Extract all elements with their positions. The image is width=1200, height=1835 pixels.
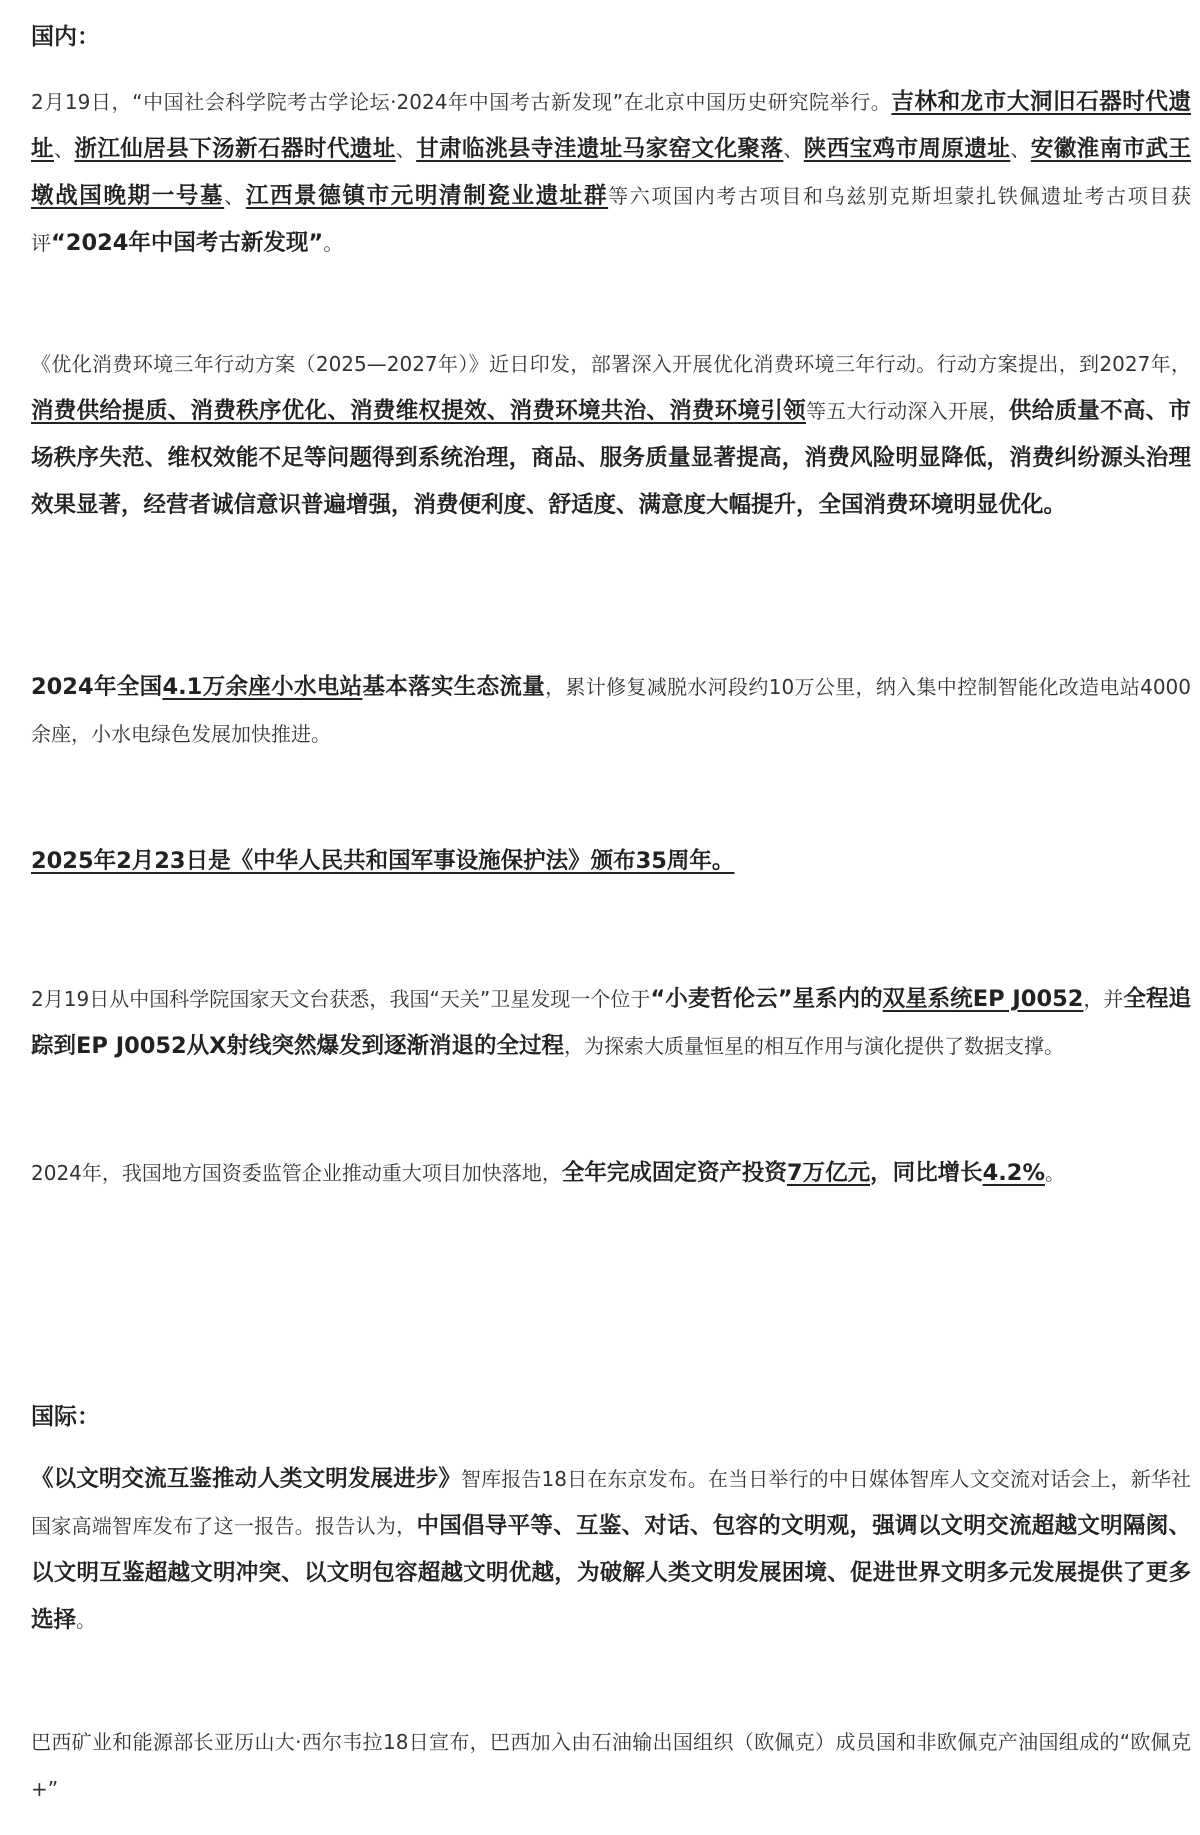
site-zhouyuan: 陕西宝鸡市周原遗址 <box>803 136 1011 162</box>
text: 巴西矿业和能源部长亚历山大·西尔韦拉18日宣布，巴西加入由石油输出国组织（欧佩克）成员国和非欧佩克产油国组成的“欧佩克+” <box>31 1730 1191 1801</box>
text: 。 <box>323 231 344 255</box>
investment-amount: 7万亿元 <box>786 1160 871 1186</box>
domestic-heading: 国内： <box>31 24 100 50</box>
site-xiatang: 浙江仙居县下汤新石器时代遗址 <box>74 136 396 162</box>
domestic-paragraph-hydropower <box>31 664 1191 758</box>
report-title: 《以文明交流互鉴推动人类文明发展进步》 <box>31 1466 461 1492</box>
award-name: “2024年中国考古新发现” <box>51 230 324 256</box>
separator: 、 <box>395 137 417 161</box>
hydropower-count: 4.1万余座小水电站 <box>162 674 363 700</box>
text: 2月19日，“中国社会科学院考古学论坛·2024年中国考古新发现”在北京中国历史研究院举行。 <box>31 90 892 114</box>
separator: 、 <box>1010 137 1031 161</box>
report-conclusion: 中国倡导平等、互鉴、对话、包容的文明观，强调以文明交流超越文明隔阂、以文明互鉴超越文明冲突、以文明包容超越文明优越，为破解人类文明发展困境、促进世界文明多元发展提供了更多选择 <box>31 1513 1191 1633</box>
text: ，并 <box>1083 987 1124 1011</box>
site-wuwangdun: 安徽淮南市武王墩战国晚期一号墓 <box>31 136 1191 209</box>
domestic-paragraph-satellite <box>31 976 1191 1070</box>
international-heading: 国际： <box>31 1404 100 1430</box>
anniversary-text: 2025年2月23日是《中华人民共和国军事设施保护法》颁布35周年。 <box>31 848 735 874</box>
domestic-paragraph-archaeology <box>31 79 1191 267</box>
text: 全年完成固定资产投资 <box>561 1160 787 1186</box>
text: 。 <box>76 1608 97 1632</box>
domestic-paragraph-consumption <box>31 341 1191 529</box>
text: 《优化消费环境三年行动方案（2025—2027年）》近日印发，部署深入开展优化消费环境三年行动。行动方案提出，到2027年， <box>31 352 1191 376</box>
separator: 、 <box>783 137 804 161</box>
binary-system: 双星系统EP J0052 <box>882 986 1084 1012</box>
text: 等六项国内考古项目和乌兹别克斯坦蒙扎铁佩遗址考古项目获评 <box>31 184 1191 255</box>
text: ，为探索大质量恒星的相互作用与演化提供了数据支撑。 <box>564 1034 1065 1058</box>
site-jingdezhen: 江西景德镇市元明清制瓷业遗址群 <box>245 183 609 209</box>
separator: 、 <box>224 184 246 208</box>
international-paragraph-civilization <box>31 1456 1191 1644</box>
goals-summary: 供给质量不高、市场秩序失范、维权效能不足等问题得到系统治理，商品、服务质量显著提高，消费风险明显降低，消费纠纷源头治理效果显著，经营者诚信意识普遍增强，消费便利度、舒适度、满意度大幅提升，全国消费环境明显优化。 <box>31 398 1191 518</box>
text: 智库报告18日在东京发布。在当日举行的中日媒体智库人文交流对话会上，新华社国家高端智库发布了这一报告。报告认为， <box>31 1467 1191 1538</box>
text: ，同比增长 <box>870 1160 983 1186</box>
domestic-paragraph-military-law <box>31 838 1191 885</box>
international-paragraph-opec <box>31 1719 1191 1813</box>
text: “小麦哲伦云”星系内的 <box>650 986 883 1012</box>
text: 。 <box>1045 1161 1065 1185</box>
growth-rate: 4.2% <box>982 1160 1045 1186</box>
five-actions: 消费供给提质、消费秩序优化、消费维权提效、消费环境共治、消费环境引领 <box>31 398 806 424</box>
text: 基本落实生态流量 <box>362 674 546 700</box>
text: 2月19日从中国科学院国家天文台获悉，我国“天关”卫星发现一个位于 <box>31 987 651 1011</box>
text: 全程追踪到EP J0052从X射线突然爆发到逐渐消退的全过程 <box>31 986 1191 1059</box>
site-dadong: 吉林和龙市大洞旧石器时代遗址 <box>31 89 1191 162</box>
text: 2024年，我国地方国资委监管企业推动重大项目加快落地， <box>31 1161 562 1185</box>
domestic-paragraph-investment <box>31 1150 1191 1197</box>
separator: 、 <box>53 137 75 161</box>
text: 2024年全国 <box>31 674 163 700</box>
text: ，累计修复减脱水河段约10万公里，纳入集中控制智能化改造电站4000余座，小水电绿色发展加快推进。 <box>31 675 1191 746</box>
text: 等五大行动深入开展， <box>805 399 1009 423</box>
site-siwa: 甘肃临洮县寺洼遗址马家窑文化聚落 <box>416 136 784 162</box>
